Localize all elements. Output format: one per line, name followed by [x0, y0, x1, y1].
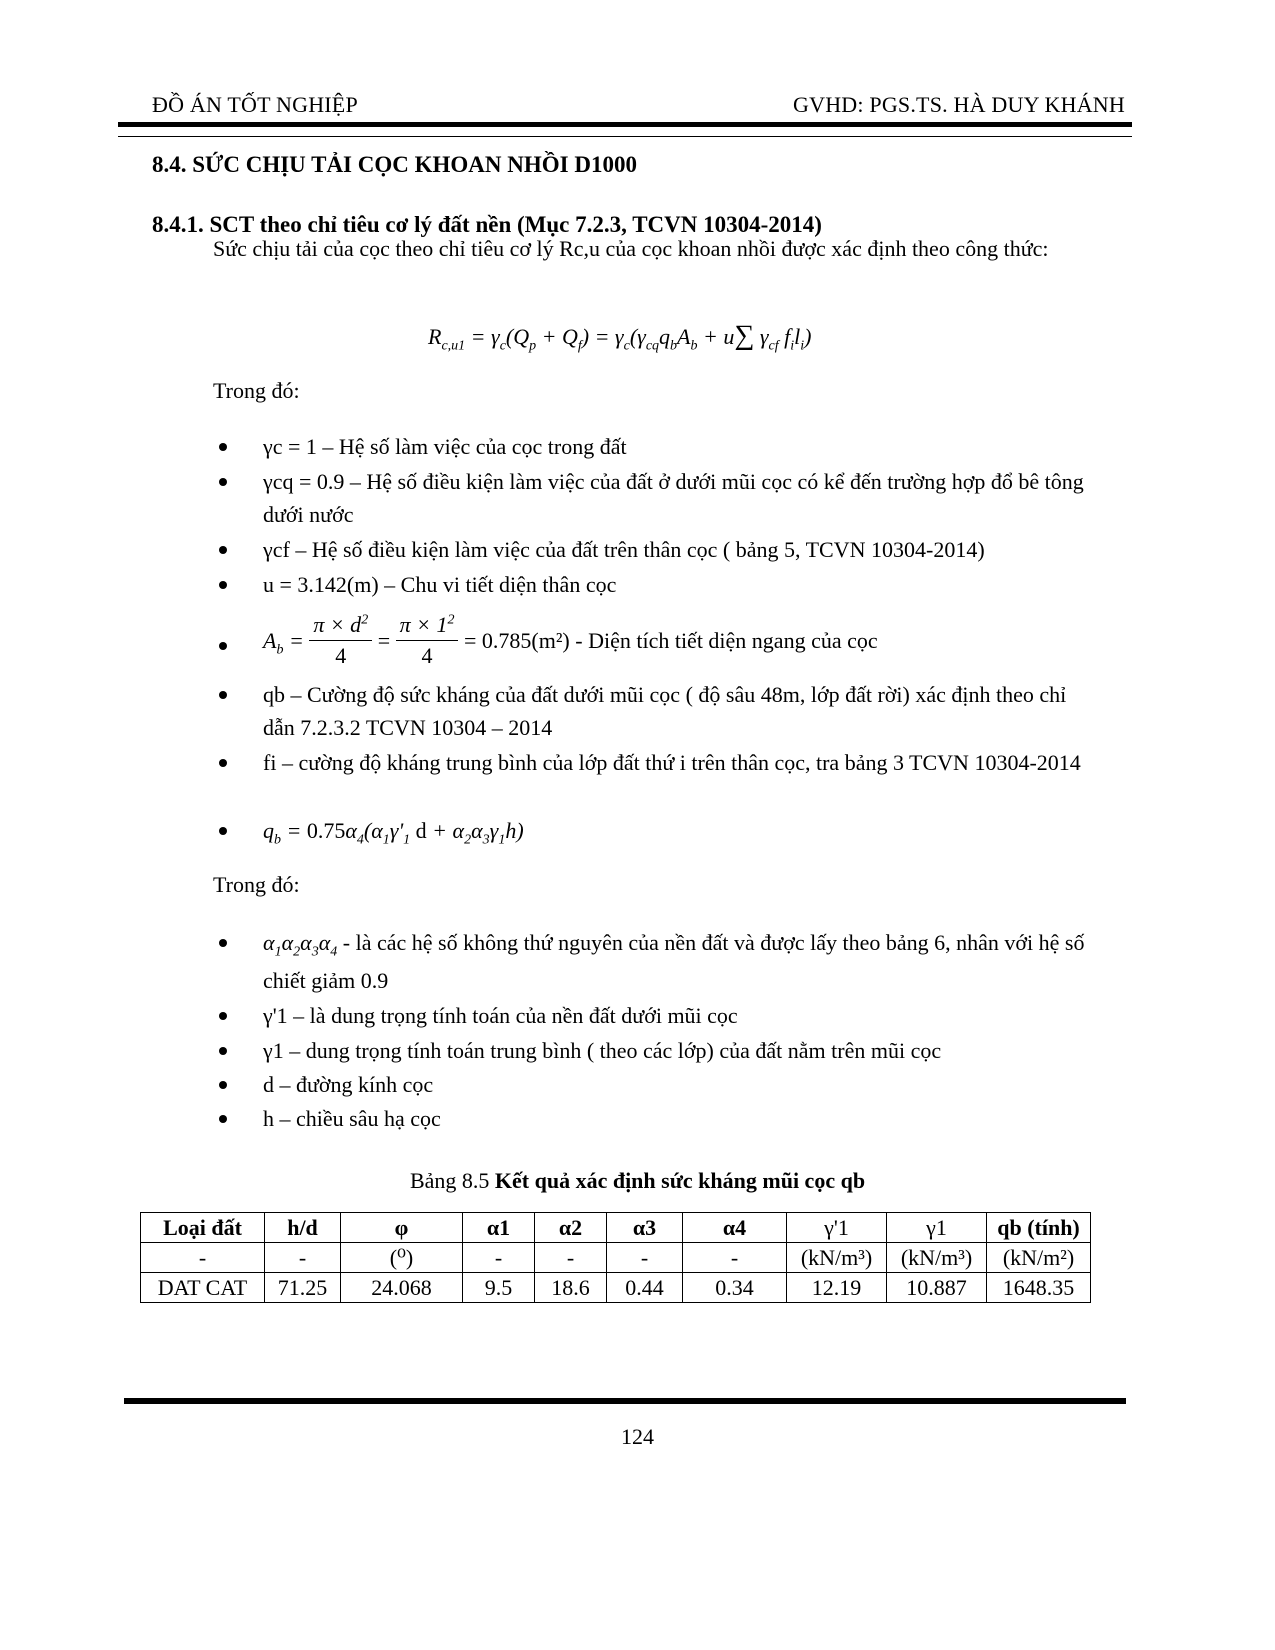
list-item: $\alpha_1\alpha_2\alpha_3\alpha_4$ - là các hệ số không thứ nguyên của nền đất và được lấy theo bảng 6, nhân với hệ số chiết giảm 0.9	[215, 924, 1095, 1000]
intro-paragraph: Sức chịu tải của cọc theo chỉ tiêu cơ lý Rc,u của cọc khoan nhồi được xác định theo công thức:	[213, 236, 1049, 261]
table-cell: 9.5	[463, 1273, 535, 1303]
table-cell: 0.34	[683, 1273, 787, 1303]
table-cell: -	[265, 1243, 341, 1273]
table-header-cell: qb (tính)	[987, 1213, 1091, 1243]
header-left: ĐỒ ÁN TỐT NGHIỆP	[152, 92, 358, 117]
table-cell: 24.068	[341, 1273, 463, 1303]
list-item-area: $A_b$ = $\frac{\pi \times d^2}{4}$ = $\frac{\pi \times 1^2}{4}$ = 0.785(m²) - Diện tích tiết diện ngang của cọc	[215, 610, 1095, 671]
area-fraction-1: $\frac{\pi \times d^2}{4}$	[309, 610, 372, 671]
page-number: 124	[621, 1424, 654, 1449]
table-cell: -	[463, 1243, 535, 1273]
table-units-row	[141, 1243, 1091, 1273]
results-table	[140, 1212, 1091, 1303]
list-item: γ'1 – là dung trọng tính toán của nền đất dưới mũi cọc	[215, 999, 1095, 1032]
table-caption: Bảng 8.5 Kết quả xác định sức kháng mũi cọc qb	[409, 1168, 866, 1193]
list-item: d – đường kính cọc	[215, 1068, 1095, 1101]
table-header-cell: φ	[341, 1213, 463, 1243]
table-header-cell: α4	[683, 1213, 787, 1243]
list-item: h – chiều sâu hạ cọc	[215, 1102, 1095, 1135]
table-cell: -	[683, 1243, 787, 1273]
list-item-qb-formula: $q_b = 0.75\alpha_4(\alpha_1\gamma'_1$ $d + \alpha_2\alpha_3\gamma_1h$)	[215, 814, 1095, 847]
list-item: u = 3.142(m) – Chu vi tiết diện thân cọc	[215, 568, 1095, 601]
table-header-row	[141, 1213, 1091, 1243]
table-row	[141, 1273, 1091, 1303]
footer-rule	[124, 1398, 1126, 1404]
trong-do-label-1: Trong đó:	[213, 378, 300, 403]
table-cell: 18.6	[535, 1273, 607, 1303]
table-cell: -	[535, 1243, 607, 1273]
table-header-cell: Loại đất	[141, 1213, 265, 1243]
table-cell: (⁰)	[341, 1243, 463, 1273]
trong-do-label-2: Trong đó:	[213, 872, 300, 897]
subsection-number: 8.4.1.	[152, 212, 204, 237]
table-cell: (kN/m²)	[987, 1243, 1091, 1273]
table-cell: 12.19	[787, 1273, 887, 1303]
list-item: γc = 1 – Hệ số làm việc của cọc trong đất	[215, 430, 1095, 463]
table-header-cell: γ'1	[787, 1213, 887, 1243]
list-item: γ1 – dung trọng tính toán trung bình ( theo các lớp) của đất nằm trên mũi cọc	[215, 1034, 1095, 1067]
table-cell: 10.887	[887, 1273, 987, 1303]
capacity-formula: $R_{c,u1} = \gamma_c(Q_p + Q_f) = \gamma_c(\gamma_{cq}q_bA_b + u\sum$ $\gamma_{cf}$ $f_il_i$)	[428, 320, 812, 354]
table-cell: (kN/m³)	[887, 1243, 987, 1273]
list-item: γcq = 0.9 – Hệ số điều kiện làm việc của đất ở dưới mũi cọc có kể đến trường hợp đổ bê tông dưới nước	[215, 465, 1095, 531]
header-rule-thick	[118, 122, 1132, 127]
section-title: 8.4. SỨC CHỊU TẢI CỌC KHOAN NHỒI D1000	[152, 152, 637, 177]
table-header-cell: γ1	[887, 1213, 987, 1243]
table-cell: 71.25	[265, 1273, 341, 1303]
table-cell: -	[141, 1243, 265, 1273]
table-header-cell: α1	[463, 1213, 535, 1243]
table-cell: 1648.35	[987, 1273, 1091, 1303]
list-item: qb – Cường độ sức kháng của đất dưới mũi cọc ( độ sâu 48m, lớp đất rời) xác định theo chỉ dẫn 7.2.3.2 TCVN 10304 – 2014	[215, 678, 1095, 744]
header-rule-thin	[118, 136, 1132, 137]
table-cell: 0.44	[607, 1273, 683, 1303]
table-cell: -	[607, 1243, 683, 1273]
table-header-cell: α2	[535, 1213, 607, 1243]
table-header-cell: h/d	[265, 1213, 341, 1243]
area-fraction-2: $\frac{\pi \times 1^2}{4}$	[396, 610, 459, 671]
list-item: γcf – Hệ số điều kiện làm việc của đất trên thân cọc ( bảng 5, TCVN 10304-2014)	[215, 533, 1095, 566]
table-cell: DAT CAT	[141, 1273, 265, 1303]
subsection-text: SCT theo chỉ tiêu cơ lý đất nền (Mục 7.2.3, TCVN 10304-2014)	[209, 212, 822, 237]
header-right: GVHD: PGS.TS. HÀ DUY KHÁNH	[793, 92, 1125, 117]
table-header-cell: α3	[607, 1213, 683, 1243]
list-item: fi – cường độ kháng trung bình của lớp đất thứ i trên thân cọc, tra bảng 3 TCVN 10304-2014	[215, 746, 1095, 779]
table-cell: (kN/m³)	[787, 1243, 887, 1273]
